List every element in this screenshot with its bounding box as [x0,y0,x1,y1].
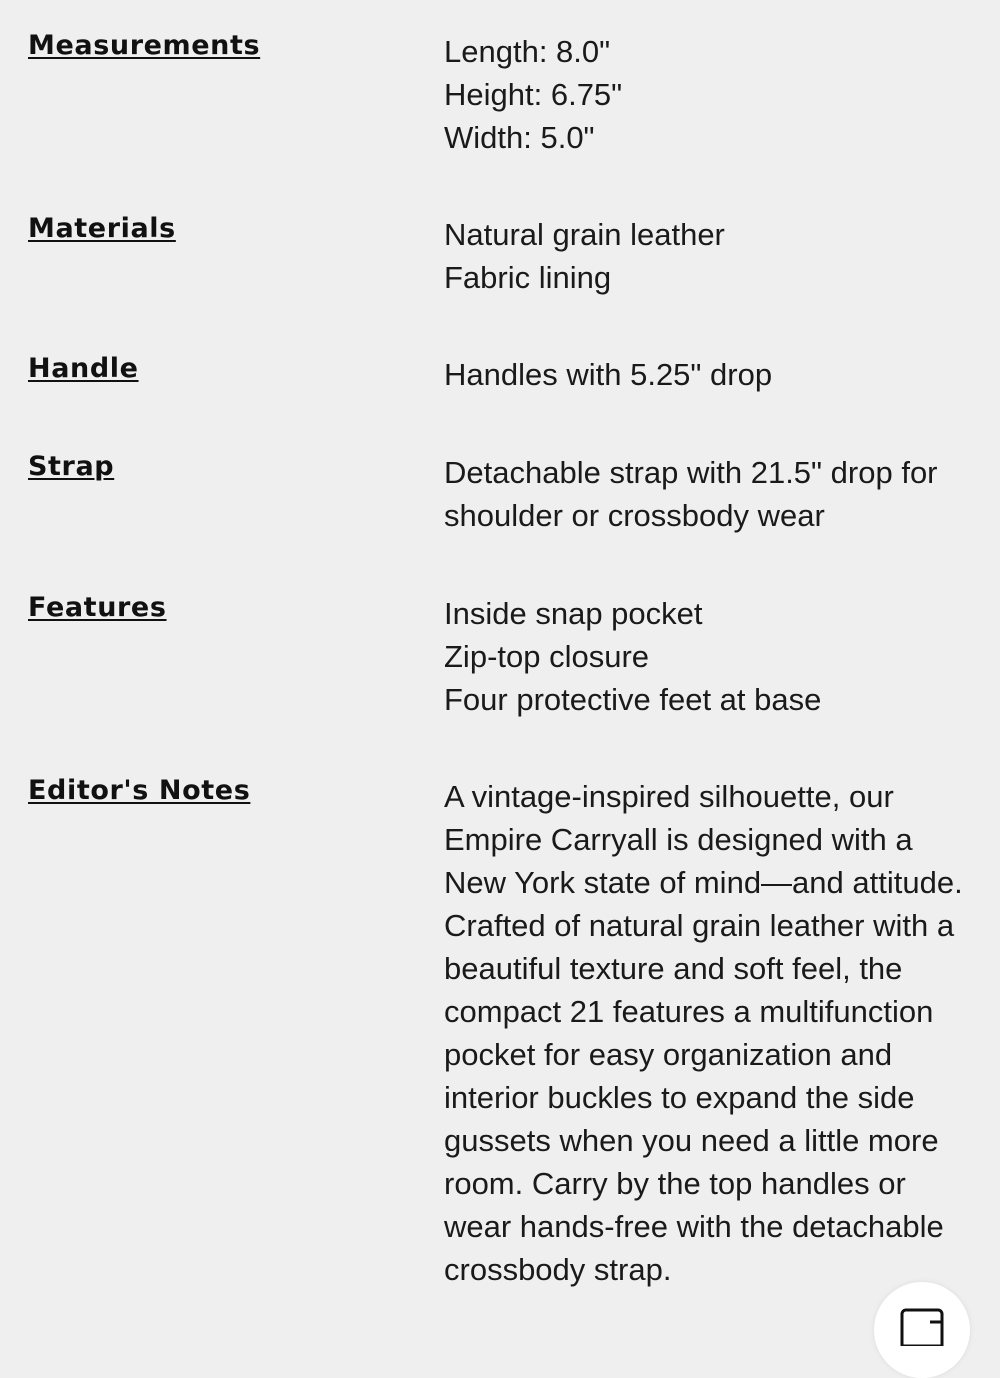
spec-value-feature-1: Inside snap pocket [444,596,703,631]
spec-value-handle: Handles with 5.25" drop [444,357,773,392]
chat-icon [900,1306,944,1346]
spec-values-handle [444,353,979,396]
spec-values-measurements [444,30,979,159]
editors-notes-text: A vintage-inspired silhouette, our Empire Carryall is designed with a New York state of mind—and attitude. Crafted of natural grain leather with a beautiful texture and soft feel, the compact 21 features a multifunction pocket for easy organization and interior buckles to expand the side gussets when you need a little more room. Carry by the top handles or wear hands-free with the detachable crossbody strap. [444,779,963,1287]
spec-label-materials[interactable]: Materials [28,213,176,244]
spec-value-feature-3: Four protective feet at base [444,682,822,717]
spec-value-length: Length: 8.0" [444,34,611,69]
spec-label-editors-notes[interactable]: Editor's Notes [28,775,251,806]
spec-value-material-1: Natural grain leather [444,217,725,252]
spec-value-strap-1: Detachable strap with 21.5" drop for [444,455,938,490]
spec-value-strap-2: shoulder or crossbody wear [444,498,825,533]
spec-values-features [444,592,979,721]
spec-value-material-2: Fabric lining [444,260,612,295]
spec-value-height: Height: 6.75" [444,77,623,112]
spec-value-feature-2: Zip-top closure [444,639,650,674]
chat-button[interactable] [874,1282,970,1378]
spec-values-editors-notes [444,775,979,1291]
spec-value-width: Width: 5.0" [444,120,595,155]
spec-label-features[interactable]: Features [28,592,167,623]
spec-values-strap [444,451,979,537]
spec-label-handle[interactable]: Handle [28,353,139,384]
spec-label-measurements[interactable]: Measurements [28,30,261,61]
spec-values-materials [444,213,979,299]
spec-label-strap[interactable]: Strap [28,451,115,482]
